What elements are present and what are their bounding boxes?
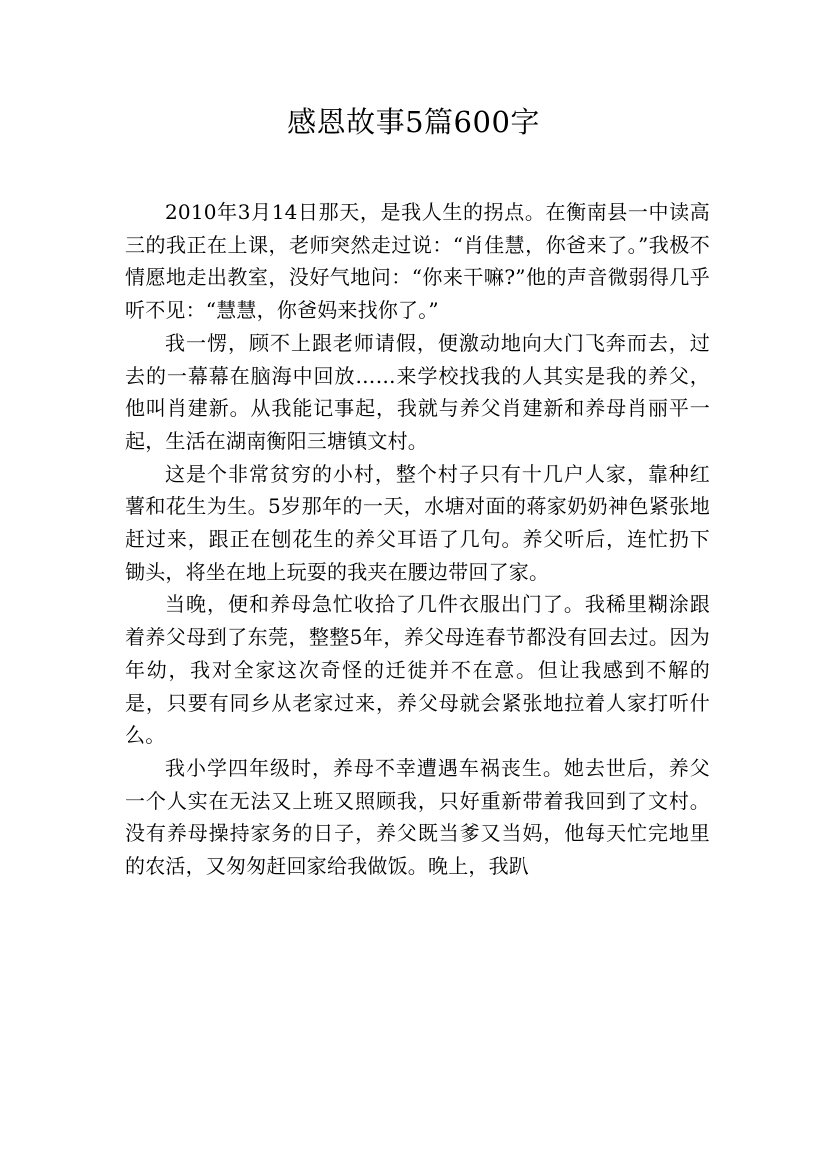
document-title: 感恩故事5篇600字 xyxy=(287,105,540,139)
document-body xyxy=(125,196,710,883)
paragraph-2: 我一愣，顾不上跟老师请假，便激动地向大门飞奔而去，过去的一幕幕在脑海中回放……来学校找我的人其实是我的养父，他叫肖建新。从我能记事起，我就与养父肖建新和养母肖丽平一起，生活在湖南衡阳三塘镇文村。 xyxy=(125,330,710,453)
paragraph-1: 2010年3月14日那天，是我人生的拐点。在衡南县一中读高三的我正在上课，老师突然走过说：“肖佳慧，你爸来了。”我极不情愿地走出教室，没好气地问：“你来干嘛?”他的声音微弱得几乎听不见：“慧慧，你爸妈来找你了。” xyxy=(125,200,710,323)
paragraph-4: 当晚，便和养母急忙收拾了几件衣服出门了。我稀里糊涂跟着养父母到了东莞，整整5年，养父母连春节都没有回去过。因为年幼，我对全家这次奇怪的迁徙并不在意。但让我感到不解的是，只要有同乡从老家过来，养父母就会紧张地拉着人家打听什么。 xyxy=(125,592,710,748)
paragraph-5: 我小学四年级时，养母不幸遭遇车祸丧生。她去世后，养父一个人实在无法又上班又照顾我，只好重新带着我回到了文村。没有养母操持家务的日子，养父既当爹又当妈，他每天忙完地里的农活，又匆匆赶回家给我做饭。晚上，我趴 xyxy=(125,755,710,879)
paragraph-3: 这是个非常贫穷的小村，整个村子只有十几户人家，靠种红薯和花生为生。5岁那年的一天，水塘对面的蒋家奶奶神色紧张地赶过来，跟正在刨花生的养父耳语了几句。养父听后，连忙扔下锄头，将坐在地上玩耍的我夹在腰边带回了家。 xyxy=(125,461,710,584)
